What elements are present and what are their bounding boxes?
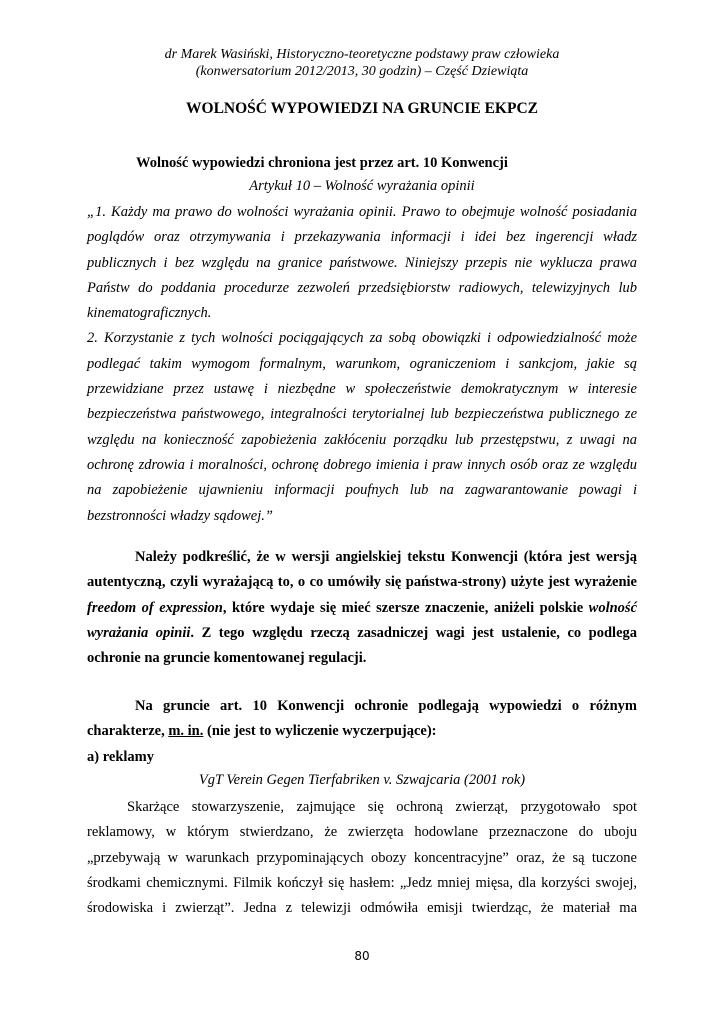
paragraph-line: Skarżące stowarzyszenie, zajmujące się ochroną zwierząt, przygotowało spot <box>127 799 637 815</box>
text-run: (nie jest to wyliczenie wyczerpujące): <box>203 723 437 740</box>
article-heading: Artykuł 10 – Wolność wyrażania opinii <box>249 178 475 194</box>
quote-line: 2. Korzystanie z tych wolności pociągających za sobą obowiązki i odpowiedzialność może <box>87 330 637 347</box>
paragraph-line: środkami chemicznymi. Filmik kończył się hasłem: „Jedz mniej mięsa, dla korzyści swojej, <box>87 874 637 891</box>
paragraph-line: autentyczną, czyli wyrażającą to, o co umówiły się państwa-strony) użyte jest wyrażenie <box>87 574 637 591</box>
paragraph-protected-speech <box>87 694 637 770</box>
paragraph-line: reklamowy, w którym stwierdzano, że zwierzęta hodowlane przeznaczone do uboju <box>87 824 637 841</box>
underlined-text: m. in. <box>168 723 204 740</box>
case-title: VgT Verein Gegen Tierfabriken v. Szwajcaria (2001 rok) <box>198 772 526 788</box>
paragraph-freedom-of-expression <box>87 545 637 671</box>
header-line-2: (konwersatorium 2012/2013, 30 godzin) – Część Dziewiąta <box>195 64 529 79</box>
page-title: WOLNOŚĆ WYPOWIEDZI NA GRUNCIE EKPCZ <box>186 100 538 117</box>
section-subtitle: Wolność wypowiedzi chroniona jest przez art. 10 Konwencji <box>136 155 508 171</box>
quote-line: poglądów oraz otrzymywania i przekazywania informacji i idei bez ingerencji władz <box>87 229 637 246</box>
paragraph-line: ochronie na gruncie komentowanej regulacji. <box>87 650 367 667</box>
italic-term: wolność <box>588 599 638 616</box>
list-item-ads: a) reklamy <box>87 748 154 765</box>
quote-line: bezstronności władzy sądowej.” <box>87 507 273 524</box>
quote-line: przewidziane przez ustawę i niezbędne w społeczeństwie demokratycznym w interesie <box>87 381 637 398</box>
paragraph-case-description <box>87 795 637 921</box>
paragraph-line: Należy podkreślić, że w wersji angielskiej tekstu Konwencji (która jest wersją <box>135 549 637 565</box>
text-run: charakterze, <box>87 723 169 740</box>
quote-line: podlegać takim wymogom formalnym, warunkom, ograniczeniom i sankcjom, jakie są <box>87 355 637 372</box>
paragraph-line: „przebywają w warunkach przypominających obozy koncentracyjne” oraz, że są tuczone <box>87 849 637 866</box>
paragraph-line <box>87 719 637 744</box>
paragraph-line: Na gruncie art. 10 Konwencji ochronie podlegają wypowiedzi o różnym <box>135 698 637 714</box>
quote-line: kinematograficznych. <box>87 305 212 322</box>
paragraph-line <box>87 596 637 621</box>
running-header <box>90 46 634 80</box>
quote-line: bezpieczeństwa państwowego, integralności terytorialnej lub bezpieczeństwa publicznego ze <box>87 406 637 423</box>
text-run: . Z tego względu rzeczą zasadniczej wagi jest ustalenie, co podlega <box>190 624 637 641</box>
article-quote <box>87 200 637 529</box>
paragraph-line: środowiska i zwierząt”. Jedna z telewizji odmówiła emisji twierdząc, że materiał ma <box>87 900 637 917</box>
text-run: , które wydaje się mieć szersze znaczenie, aniżeli polskie <box>222 599 584 616</box>
italic-term: freedom of expression <box>87 599 223 616</box>
quote-line: względu na konieczność zapobieżenia zakłóceniu porządku lub przestępstwu, z uwagi na <box>87 431 637 448</box>
paragraph-line <box>87 621 637 646</box>
header-line-1: dr Marek Wasiński, Historyczno-teoretyczne podstawy praw człowieka <box>164 47 560 62</box>
quote-line: na zapobieżenie ujawnieniu informacji poufnych lub na zagwarantowanie powagi i <box>87 482 637 499</box>
italic-term: wyrażania opinii <box>87 624 191 641</box>
quote-line: Państw do poddania procedurze zezwoleń przedsiębiorstw radiowych, telewizyjnych lub <box>87 279 637 296</box>
page-number: 80 <box>354 949 370 963</box>
quote-line: ochronę zdrowia i moralności, ochronę dobrego imienia i praw innych osób oraz ze względu <box>87 456 637 473</box>
quote-line: publicznych i bez względu na granice państwowe. Niniejszy przepis nie wyklucza prawa <box>87 254 637 271</box>
quote-line: „1. Każdy ma prawo do wolności wyrażania opinii. Prawo to obejmuje wolność posiadania <box>87 204 637 220</box>
